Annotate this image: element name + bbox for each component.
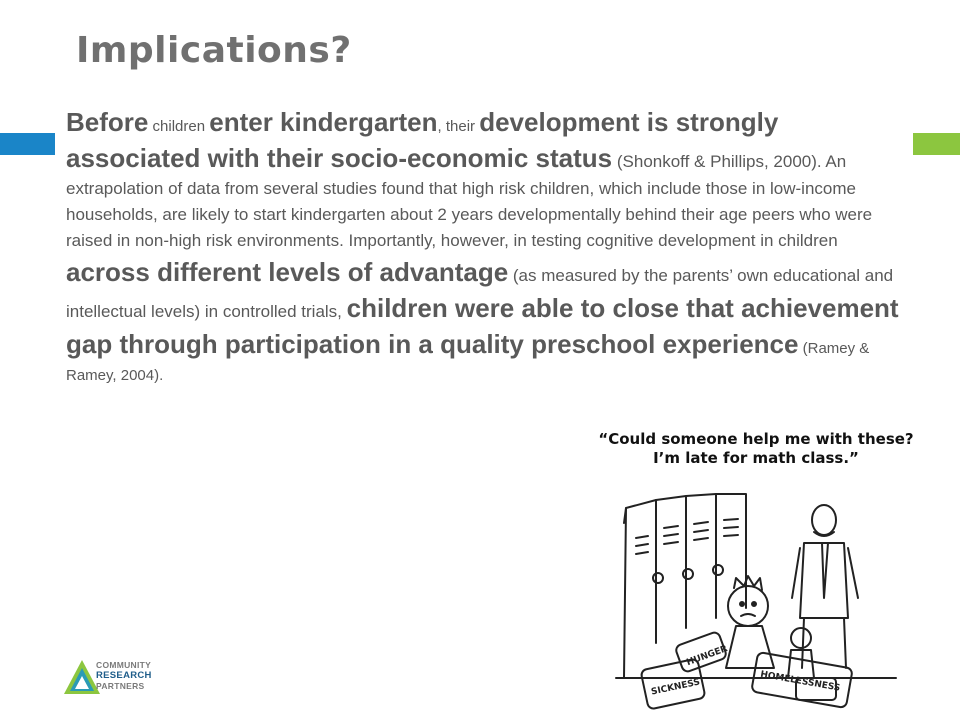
logo-line-community: COMMUNITY	[96, 660, 152, 670]
emphasis-before: Before	[66, 107, 149, 137]
text-children: children	[148, 118, 210, 135]
right-accent-bar	[913, 133, 960, 155]
cartoon-illustration	[596, 428, 916, 720]
text-citation-study: (Shonkoff & Phillips, 2000). An extrapolation of data from several studies found that high risk children, which include those in low-income households, are likely to start kindergarten about 2 years developmentally behind their age peers who were raised in non-high risk environments. Importantly, however, in testing cognitive development in children	[66, 152, 873, 250]
text-controlled-trials: (as measured by the parents’ own educational and intellectual levels) in controlled trials,	[66, 266, 894, 321]
label-homelessness: HOMELESSNESS	[759, 669, 841, 694]
logo-line-partners: PARTNERS	[96, 681, 145, 691]
emphasis-enter-kindergarten: enter kindergarten	[209, 107, 438, 137]
label-sickness: SICKNESS	[650, 677, 701, 698]
text-their: , their	[437, 118, 480, 135]
left-accent-bar	[0, 133, 55, 155]
emphasis-advantage: across different levels of advantage	[66, 257, 509, 287]
emphasis-close-gap: children were able to close that achievement gap through participation in a quality preschool experience	[66, 293, 899, 359]
cartoon-caption: “Could someone help me with these? I’m late for math class.”	[598, 430, 914, 467]
logo-line-research: RESEARCH	[96, 669, 152, 681]
slide-title: Implications?	[76, 30, 352, 71]
body-paragraph	[66, 104, 916, 389]
label-hunger: HUNGER	[685, 644, 730, 669]
text-citation-ramey: (Ramey & Ramey, 2004).	[66, 340, 870, 384]
emphasis-development: development is strongly associated with their socio-economic status	[66, 107, 779, 173]
logo-wordmark	[96, 660, 152, 692]
